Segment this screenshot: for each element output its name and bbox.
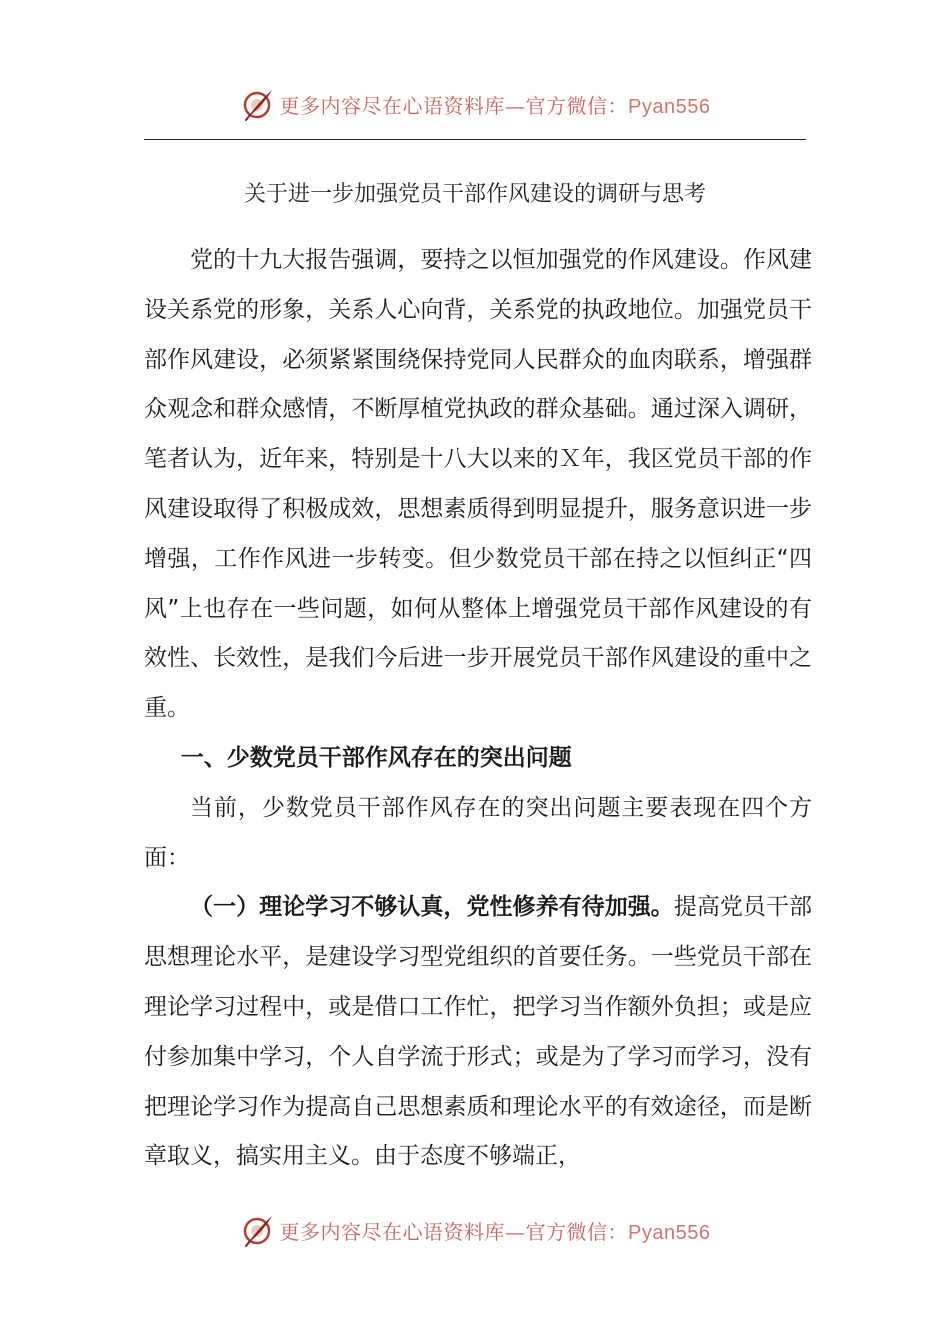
document-title: 关于进一步加强党员干部作风建设的调研与思考 xyxy=(243,182,706,207)
footer-banner xyxy=(0,1210,950,1250)
quill-seal-icon xyxy=(240,1213,274,1247)
point-paragraph-1 xyxy=(144,883,812,1182)
point-heading-1: （一）理论学习不够认真，党性修养有待加强。 xyxy=(190,894,674,921)
document-body xyxy=(144,236,812,1182)
quill-seal-icon xyxy=(240,87,274,121)
section-heading-1: 一、少数党员干部作风存在的突出问题 xyxy=(180,744,572,771)
section-intro-paragraph: 当前，少数党员干部作风存在的突出问题主要表现在四个方面： xyxy=(144,794,812,871)
header-rule xyxy=(144,139,806,140)
footer-wechat-id: Pyan556 xyxy=(628,1221,711,1244)
header-wechat-id: Pyan556 xyxy=(628,95,711,118)
intro-paragraph: 党的十九大报告强调，要持之以恒加强党的作风建设。作风建设关系党的形象，关系人心向背，关系党的执政地位。加强党员干部作风建设，必须紧紧围绕保持党同人民群众的血肉联系，增强群众观念和群众感情，不断厚植党执政的群众基础。通过深入调研，笔者认为，近年来，特别是十八大以来的Ｘ年，我区党员干部的作风建设取得了积极成效，思想素质得到明显提升，服务意识进一步增强，工作作风进一步转变。但少数党员干部在持之以恒纠正“四风”上也存在一些问题，如何从整体上增强党员干部作风建设的有效性、长效性，是我们今后进一步开展党员干部作风建设的重中之重。 xyxy=(144,247,812,722)
header-banner xyxy=(0,84,950,124)
point-text-1: 提高党员干部思想理论水平，是建设学习型党组织的首要任务。一些党员干部在理论学习过程中，或是借口工作忙，把学习当作额外负担；或是应付参加集中学习，个人自学流于形式；或是为了学习而学习，没有把理论学习作为提高自己思想素质和理论水平的有效途径，而是断章取义，搞实用主义。由于态度不够端正， xyxy=(144,894,813,1170)
header-banner-text: 更多内容尽在心语资料库—官方微信：Pyan556 xyxy=(279,93,711,118)
footer-banner-text: 更多内容尽在心语资料库—官方微信：Pyan556 xyxy=(279,1219,711,1244)
